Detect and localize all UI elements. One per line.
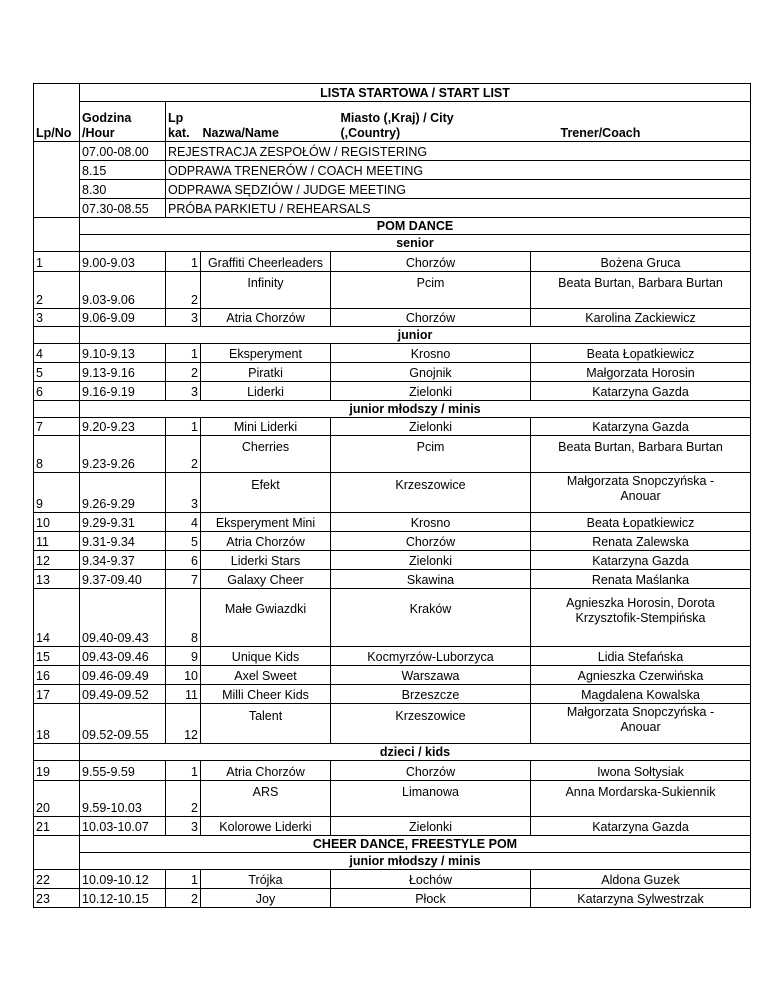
entry-kat: 3 <box>166 817 201 836</box>
entry-time: 9.59-10.03 <box>80 781 166 817</box>
entry-lp: 19 <box>34 761 80 781</box>
entry-coach: Katarzyna Gazda <box>531 551 751 570</box>
entry-coach: Małgorzata Snopczyńska - Anouar <box>531 473 751 513</box>
entry-coach: Renata Zalewska <box>531 532 751 551</box>
schedule-time: 8.15 <box>80 161 166 180</box>
entry-name: Mini Liderki <box>201 418 331 436</box>
entry-time: 10.03-10.07 <box>80 817 166 836</box>
entry-time: 9.06-9.09 <box>80 309 166 327</box>
entry-kat: 6 <box>166 551 201 570</box>
entry-name: Galaxy Cheer <box>201 570 331 589</box>
entry-coach: Katarzyna Gazda <box>531 418 751 436</box>
entry-lp: 14 <box>34 589 80 647</box>
entry-name: Eksperyment Mini <box>201 513 331 532</box>
entry-time: 09.43-09.46 <box>80 647 166 666</box>
entry-coach: Beata Burtan, Barbara Burtan <box>531 436 751 473</box>
entry-kat: 2 <box>166 272 201 309</box>
entry-time: 09.46-09.49 <box>80 666 166 685</box>
entry-city: Chorzów <box>331 532 531 551</box>
entry-kat: 2 <box>166 363 201 382</box>
entry-kat: 7 <box>166 570 201 589</box>
entry-time: 9.26-9.29 <box>80 473 166 513</box>
entry-time: 9.13-9.16 <box>80 363 166 382</box>
entry-lp: 7 <box>34 418 80 436</box>
entry-coach: Beata Łopatkiewicz <box>531 344 751 363</box>
entry-kat: 12 <box>166 704 201 744</box>
entry-time: 9.34-9.37 <box>80 551 166 570</box>
section-cheer-dance: CHEER DANCE, FREESTYLE POM <box>80 836 751 853</box>
entry-kat: 3 <box>166 382 201 401</box>
entry-name: Axel Sweet <box>201 666 331 685</box>
entry-coach: Karolina Zackiewicz <box>531 309 751 327</box>
entry-lp: 1 <box>34 252 80 272</box>
entry-lp: 12 <box>34 551 80 570</box>
entry-lp: 23 <box>34 889 80 908</box>
entry-lp: 5 <box>34 363 80 382</box>
section-pom-dance: POM DANCE <box>80 218 751 235</box>
entry-lp: 4 <box>34 344 80 363</box>
entry-coach: Agnieszka Czerwińska <box>531 666 751 685</box>
entry-lp: 3 <box>34 309 80 327</box>
entry-time: 9.00-9.03 <box>80 252 166 272</box>
section-junior-mlodszy: junior młodszy / minis <box>80 401 751 418</box>
header-kat: Lp kat. <box>166 102 201 142</box>
header-hour: Godzina /Hour <box>80 102 166 142</box>
entry-kat: 3 <box>166 309 201 327</box>
entry-lp: 15 <box>34 647 80 666</box>
entry-coach: Małgorzata Horosin <box>531 363 751 382</box>
entry-city: Krosno <box>331 513 531 532</box>
entry-time: 09.52-09.55 <box>80 704 166 744</box>
entry-name: Kolorowe Liderki <box>201 817 331 836</box>
entry-name: Liderki <box>201 382 331 401</box>
entry-time: 9.16-9.19 <box>80 382 166 401</box>
entry-kat: 10 <box>166 666 201 685</box>
entry-lp: 10 <box>34 513 80 532</box>
entry-coach: Aldona Guzek <box>531 870 751 889</box>
entry-lp: 20 <box>34 781 80 817</box>
entry-lp: 16 <box>34 666 80 685</box>
entry-city: Gnojnik <box>331 363 531 382</box>
entry-lp: 6 <box>34 382 80 401</box>
entry-time: 10.12-10.15 <box>80 889 166 908</box>
entry-time: 09.40-09.43 <box>80 589 166 647</box>
entry-lp: 21 <box>34 817 80 836</box>
entry-city: Skawina <box>331 570 531 589</box>
entry-coach: Iwona Sołtysiak <box>531 761 751 781</box>
entry-coach: Bożena Gruca <box>531 252 751 272</box>
section-dzieci: dzieci / kids <box>80 744 751 761</box>
entry-time: 10.09-10.12 <box>80 870 166 889</box>
entry-city: Krzeszowice <box>331 473 531 513</box>
entry-name: Joy <box>201 889 331 908</box>
entry-kat: 2 <box>166 889 201 908</box>
entry-kat: 1 <box>166 418 201 436</box>
entry-coach: Katarzyna Sylwestrzak <box>531 889 751 908</box>
entry-kat: 11 <box>166 685 201 704</box>
header-lp: Lp/No <box>34 102 80 142</box>
entry-time: 9.37-09.40 <box>80 570 166 589</box>
entry-kat: 2 <box>166 781 201 817</box>
entry-lp: 2 <box>34 272 80 309</box>
entry-kat: 9 <box>166 647 201 666</box>
entry-city: Pcim <box>331 272 531 309</box>
entry-lp: 13 <box>34 570 80 589</box>
entry-city: Zielonki <box>331 418 531 436</box>
entry-kat: 1 <box>166 761 201 781</box>
entry-city: Warszawa <box>331 666 531 685</box>
entry-name: Trójka <box>201 870 331 889</box>
entry-city: Kraków <box>331 589 531 647</box>
entry-city: Zielonki <box>331 817 531 836</box>
entry-kat: 1 <box>166 344 201 363</box>
entry-name: Efekt <box>201 473 331 513</box>
schedule-time: 8.30 <box>80 180 166 199</box>
entry-coach: Anna Mordarska-Sukiennik <box>531 781 751 817</box>
entry-city: Zielonki <box>331 551 531 570</box>
entry-time: 9.31-9.34 <box>80 532 166 551</box>
entry-lp: 22 <box>34 870 80 889</box>
entry-name: Graffiti Cheerleaders <box>201 252 331 272</box>
entry-name: Unique Kids <box>201 647 331 666</box>
schedule-time: 07.30-08.55 <box>80 199 166 218</box>
entry-coach: Beata Łopatkiewicz <box>531 513 751 532</box>
entry-coach: Lidia Stefańska <box>531 647 751 666</box>
entry-name: Piratki <box>201 363 331 382</box>
entry-name: Atria Chorzów <box>201 532 331 551</box>
entry-time: 9.29-9.31 <box>80 513 166 532</box>
entry-city: Krosno <box>331 344 531 363</box>
header-coach: Trener/Coach <box>531 102 751 142</box>
entry-name: Liderki Stars <box>201 551 331 570</box>
entry-time: 9.03-9.06 <box>80 272 166 309</box>
entry-city: Płock <box>331 889 531 908</box>
entry-lp: 17 <box>34 685 80 704</box>
start-list-sheet <box>33 83 751 908</box>
entry-name: Atria Chorzów <box>201 761 331 781</box>
entry-city: Chorzów <box>331 309 531 327</box>
entry-city: Łochów <box>331 870 531 889</box>
entry-lp: 9 <box>34 473 80 513</box>
entry-city: Kocmyrzów-Luborzyca <box>331 647 531 666</box>
section-junior: junior <box>80 327 751 344</box>
list-title: LISTA STARTOWA / START LIST <box>80 84 751 102</box>
entry-city: Pcim <box>331 436 531 473</box>
entry-kat: 8 <box>166 589 201 647</box>
entry-name: Atria Chorzów <box>201 309 331 327</box>
entry-kat: 1 <box>166 252 201 272</box>
entry-city: Krzeszowice <box>331 704 531 744</box>
entry-kat: 1 <box>166 870 201 889</box>
entry-kat: 4 <box>166 513 201 532</box>
entry-name: Cherries <box>201 436 331 473</box>
schedule-time: 07.00-08.00 <box>80 142 166 161</box>
entry-time: 09.49-09.52 <box>80 685 166 704</box>
section-senior: senior <box>80 235 751 252</box>
entry-time: 9.55-9.59 <box>80 761 166 781</box>
entry-name: Małe Gwiazdki <box>201 589 331 647</box>
entry-lp: 18 <box>34 704 80 744</box>
schedule-text: PRÓBA PARKIETU / REHEARSALS <box>166 199 751 218</box>
entry-city: Limanowa <box>331 781 531 817</box>
entry-city: Chorzów <box>331 252 531 272</box>
entry-name: Milli Cheer Kids <box>201 685 331 704</box>
entry-coach: Katarzyna Gazda <box>531 382 751 401</box>
entry-kat: 5 <box>166 532 201 551</box>
schedule-text: ODPRAWA TRENERÓW / COACH MEETING <box>166 161 751 180</box>
schedule-text: REJESTRACJA ZESPOŁÓW / REGISTERING <box>166 142 751 161</box>
header-name: Nazwa/Name <box>201 102 331 142</box>
entry-name: Eksperyment <box>201 344 331 363</box>
header-city: Miasto (,Kraj) / City (,Country) <box>331 102 531 142</box>
entry-lp: 11 <box>34 532 80 551</box>
entry-coach: Magdalena Kowalska <box>531 685 751 704</box>
schedule-text: ODPRAWA SĘDZIÓW / JUDGE MEETING <box>166 180 751 199</box>
entry-coach: Beata Burtan, Barbara Burtan <box>531 272 751 309</box>
entry-lp: 8 <box>34 436 80 473</box>
entry-coach: Agnieszka Horosin, Dorota Krzysztofik-Stempińska <box>531 589 751 647</box>
entry-name: Talent <box>201 704 331 744</box>
entry-coach: Małgorzata Snopczyńska - Anouar <box>531 704 751 744</box>
entry-time: 9.23-9.26 <box>80 436 166 473</box>
entry-name: Infinity <box>201 272 331 309</box>
entry-city: Brzeszcze <box>331 685 531 704</box>
entry-city: Zielonki <box>331 382 531 401</box>
entry-city: Chorzów <box>331 761 531 781</box>
entry-time: 9.20-9.23 <box>80 418 166 436</box>
entry-kat: 2 <box>166 436 201 473</box>
start-list-table <box>33 83 751 908</box>
entry-coach: Katarzyna Gazda <box>531 817 751 836</box>
entry-coach: Renata Maślanka <box>531 570 751 589</box>
entry-name: ARS <box>201 781 331 817</box>
section-junior-mlodszy-2: junior młodszy / minis <box>80 853 751 870</box>
entry-kat: 3 <box>166 473 201 513</box>
entry-time: 9.10-9.13 <box>80 344 166 363</box>
